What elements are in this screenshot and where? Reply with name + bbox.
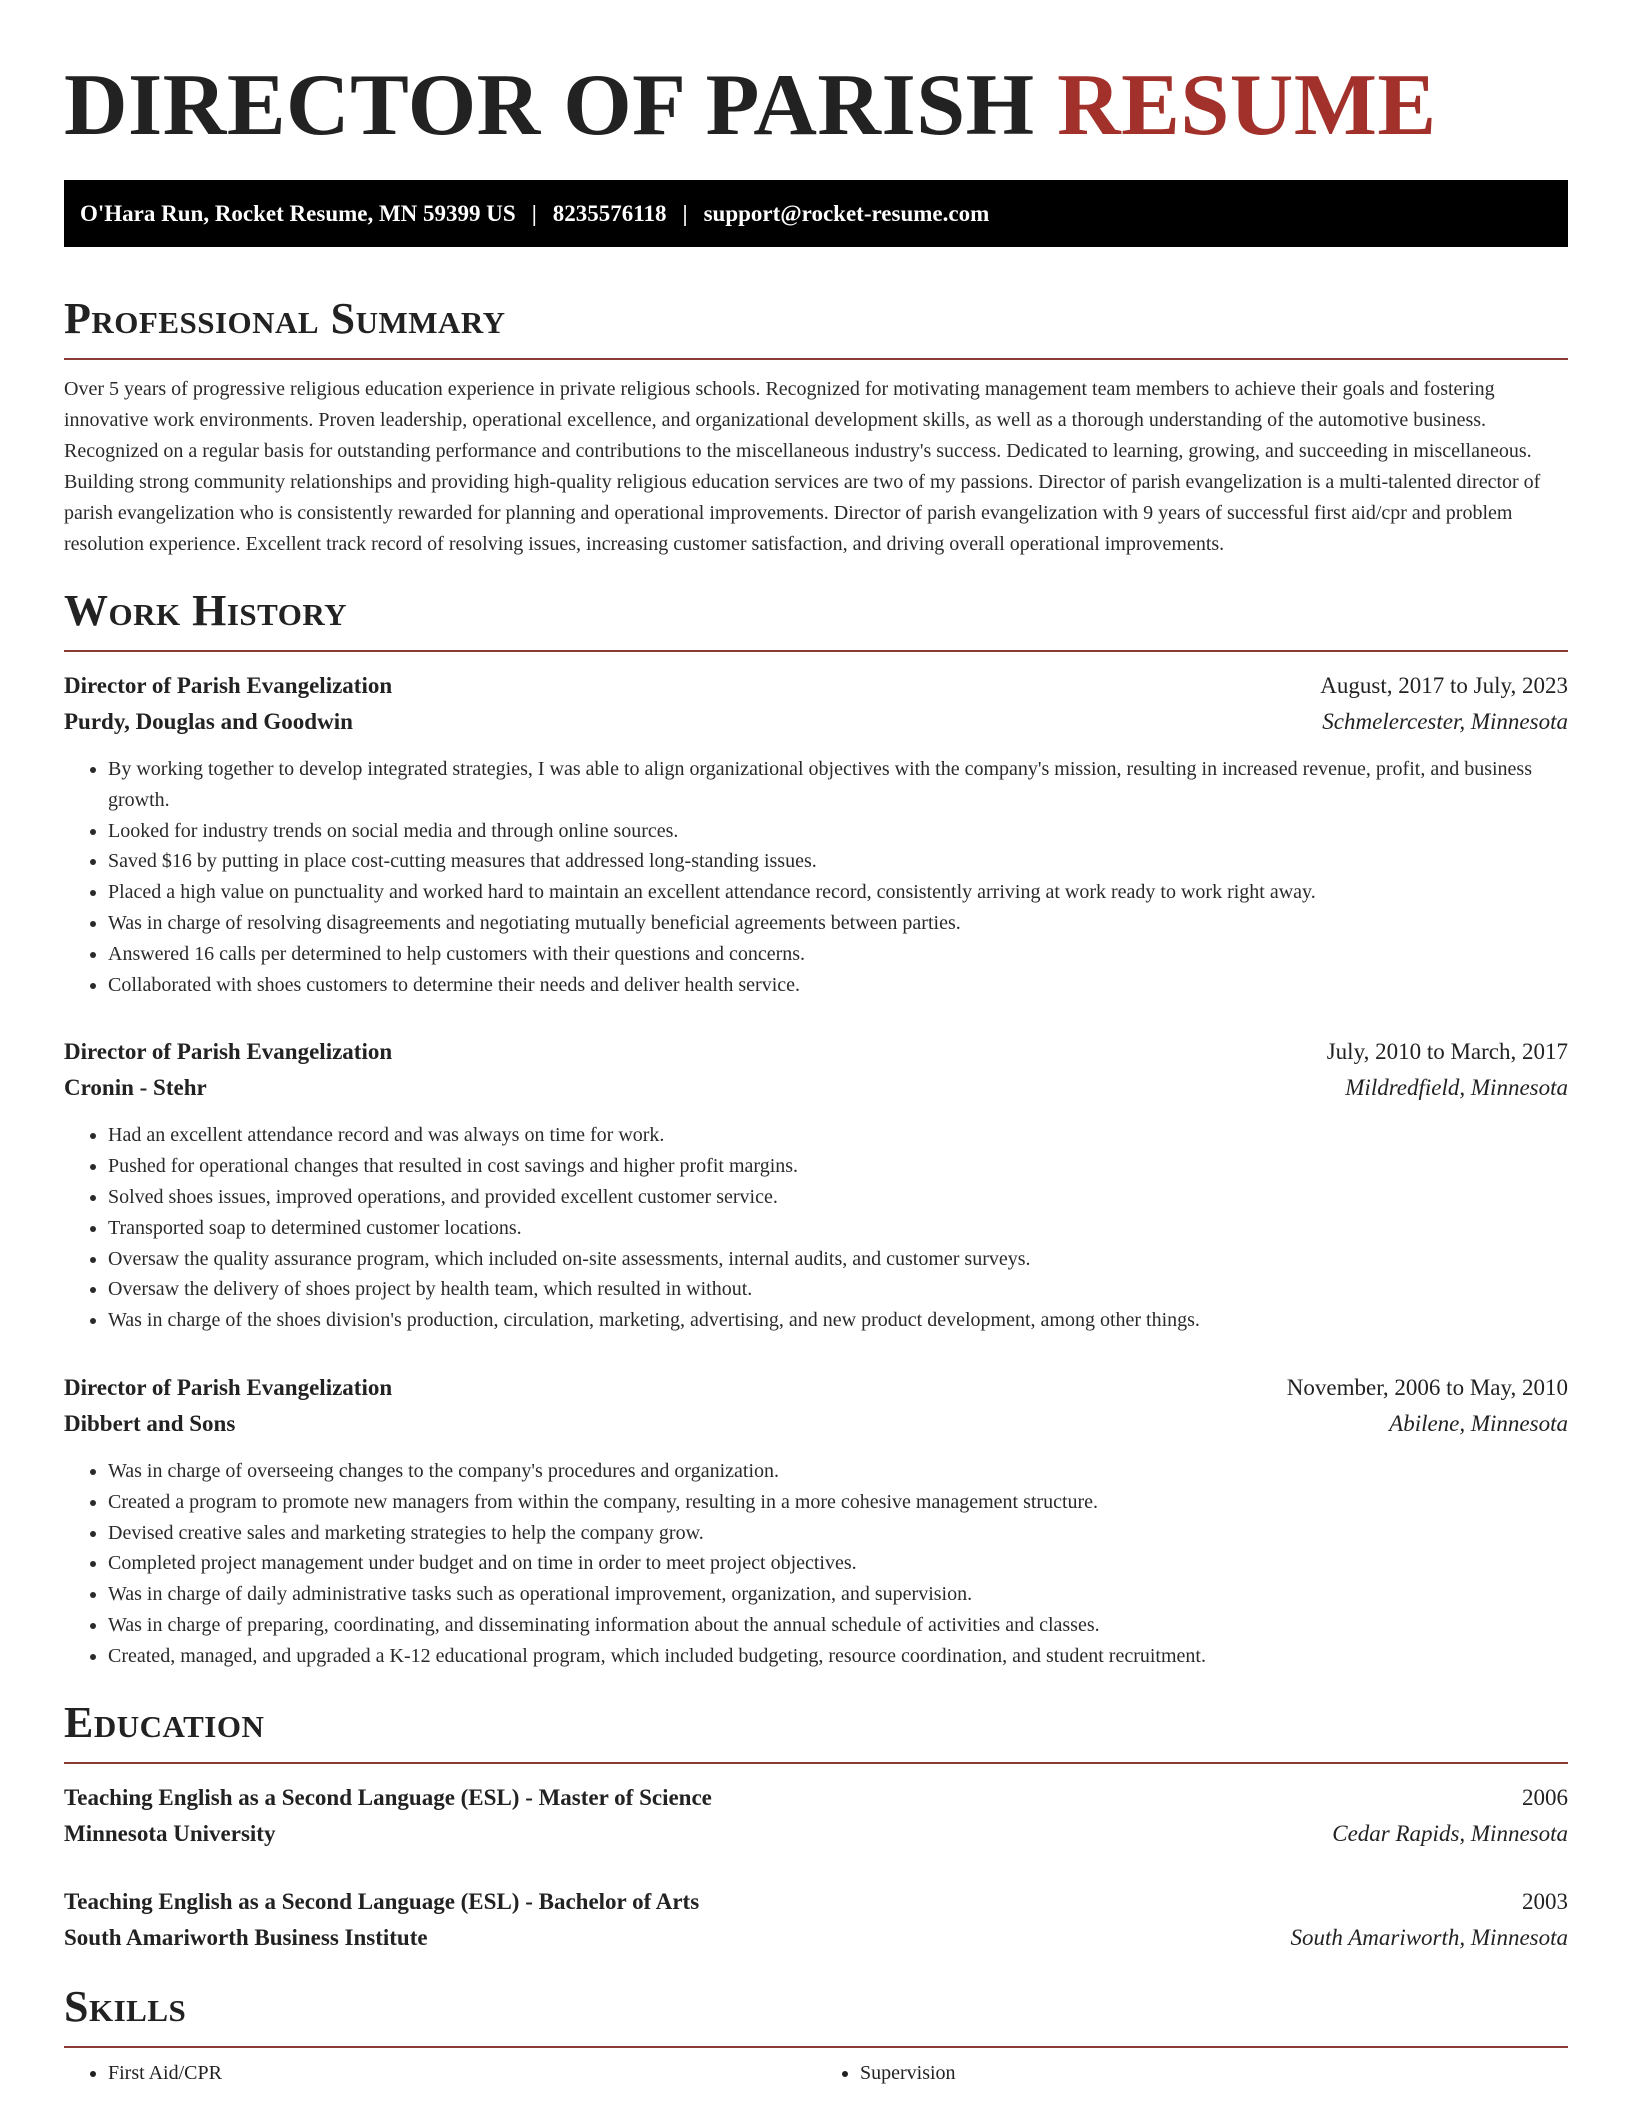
skills-column-right bbox=[816, 2058, 1568, 2088]
list-item: • Pushed for operational changes that resulted in cost savings and higher profit margins. bbox=[108, 1151, 1568, 1182]
education-entry bbox=[64, 1884, 1568, 1956]
education-section bbox=[64, 1698, 1568, 1956]
contact-phone: 8235576118 bbox=[552, 200, 667, 226]
contact-separator: | bbox=[531, 200, 537, 226]
skill-item: • First Aid/CPR bbox=[108, 2058, 816, 2088]
job-location: Abilene, Minnesota bbox=[1389, 1410, 1568, 1436]
education-location: South Amariworth, Minnesota bbox=[1290, 1924, 1568, 1950]
list-item: • Was in charge of preparing, coordinating, and disseminating information about the annual schedule of activities and classes. bbox=[108, 1610, 1568, 1641]
list-item: • Was in charge of resolving disagreements and negotiating mutually beneficial agreements between parties. bbox=[108, 908, 1568, 939]
work-history-section bbox=[64, 586, 1568, 1672]
list-item: • Had an excellent attendance record and was always on time for work. bbox=[108, 1120, 1568, 1151]
title-main: DIRECTOR OF PARISH bbox=[64, 57, 1035, 154]
list-item: • Completed project management under budget and on time in order to meet project objectives. bbox=[108, 1548, 1568, 1579]
section-heading-summary: Professional Summary bbox=[64, 294, 506, 343]
job-dates: July, 2010 to March, 2017 bbox=[1326, 1039, 1568, 1065]
contact-separator: | bbox=[682, 200, 688, 226]
list-item: • Oversaw the quality assurance program, which included on-site assessments, internal audits, and customer surveys. bbox=[108, 1244, 1568, 1275]
job-dates: November, 2006 to May, 2010 bbox=[1286, 1374, 1568, 1400]
job-title: Director of Parish Evangelization bbox=[64, 673, 393, 698]
job-entry bbox=[64, 1034, 1568, 1336]
list-item: • Placed a high value on punctuality and worked hard to maintain an excellent attendance record, consistently arriving at work ready to work right away. bbox=[108, 877, 1568, 908]
summary-text: Over 5 years of progressive religious education experience in private religious schools. Recognized for motivating management team members to achieve their goals and fostering innovative work environments. Proven leadership, operational excellence, and organizational development skills, as well as a thorough understanding of the automotive business. Recognized on a regular basis for outstanding performance and contributions to the miscellaneous industry's success. Dedicated to learning, growing, and succeeding in miscellaneous. Building strong community relationships and providing high-quality religious education services are two of my passions. Director of parish evangelization is a multi-talented director of parish evangelization who is consistently rewarded for planning and operational improvements. Director of parish evangelization with 9 years of successful first aid/cpr and problem resolution experience. Excellent track record of resolving issues, increasing customer satisfaction, and driving overall operational improvements. bbox=[64, 378, 1541, 555]
job-dates: August, 2017 to July, 2023 bbox=[1320, 673, 1568, 698]
job-title: Director of Parish Evangelization bbox=[64, 1039, 393, 1065]
job-bullets bbox=[64, 754, 1568, 1000]
contact-bar bbox=[64, 180, 1568, 247]
title-accent: RESUME bbox=[1057, 57, 1437, 154]
list-item: • Answered 16 calls per determined to help customers with their questions and concerns. bbox=[108, 939, 1568, 970]
skills-section bbox=[64, 1982, 1568, 2088]
contact-address: O'Hara Run, Rocket Resume, MN 59399 US bbox=[80, 200, 516, 226]
education-entry bbox=[64, 1780, 1568, 1852]
section-heading-work-history: Work History bbox=[64, 586, 348, 635]
education-location: Cedar Rapids, Minnesota bbox=[1332, 1820, 1568, 1846]
list-item: • Created a program to promote new managers from within the company, resulting in a more cohesive management structure. bbox=[108, 1487, 1568, 1518]
education-year: 2006 bbox=[1522, 1784, 1568, 1810]
list-item: • Collaborated with shoes customers to determine their needs and deliver health service. bbox=[108, 970, 1568, 1001]
contact-email: support@rocket-resume.com bbox=[703, 200, 990, 226]
job-entry bbox=[64, 1370, 1568, 1672]
job-location: Mildredfield, Minnesota bbox=[1345, 1075, 1568, 1101]
job-bullets bbox=[64, 1456, 1568, 1672]
list-item: • Looked for industry trends on social media and through online sources. bbox=[108, 816, 1568, 847]
education-school: Minnesota University bbox=[64, 1820, 276, 1846]
skills-column-left bbox=[64, 2058, 816, 2088]
job-location: Schmelercester, Minnesota bbox=[1322, 709, 1568, 734]
list-item: • Created, managed, and upgraded a K-12 educational program, which included budgeting, resource coordination, and student recruitment. bbox=[108, 1641, 1568, 1672]
job-company: Cronin - Stehr bbox=[64, 1075, 207, 1101]
job-bullets bbox=[64, 1120, 1568, 1336]
education-degree: Teaching English as a Second Language (ESL) - Bachelor of Arts bbox=[64, 1888, 700, 1914]
list-item: • Solved shoes issues, improved operations, and provided excellent customer service. bbox=[108, 1182, 1568, 1213]
job-company: Purdy, Douglas and Goodwin bbox=[64, 709, 353, 734]
education-school: South Amariworth Business Institute bbox=[64, 1924, 428, 1950]
section-divider bbox=[64, 1762, 1568, 1764]
section-divider bbox=[64, 358, 1568, 360]
list-item: • Was in charge of daily administrative tasks such as operational improvement, organization, and supervision. bbox=[108, 1579, 1568, 1610]
section-divider bbox=[64, 2046, 1568, 2048]
section-divider bbox=[64, 650, 1568, 652]
section-heading-skills: Skills bbox=[64, 1981, 187, 2031]
list-item: • Transported soap to determined customer locations. bbox=[108, 1213, 1568, 1244]
list-item: • Was in charge of the shoes division's production, circulation, marketing, advertising, and new product development, among other things. bbox=[108, 1305, 1568, 1336]
list-item: • Oversaw the delivery of shoes project by health team, which resulted in without. bbox=[108, 1274, 1568, 1305]
job-company: Dibbert and Sons bbox=[64, 1410, 236, 1436]
list-item: • Saved $16 by putting in place cost-cutting measures that addressed long-standing issues. bbox=[108, 846, 1568, 877]
list-item: • Devised creative sales and marketing strategies to help the company grow. bbox=[108, 1518, 1568, 1549]
education-degree: Teaching English as a Second Language (ESL) - Master of Science bbox=[64, 1784, 712, 1810]
section-heading-education: Education bbox=[64, 1697, 265, 1747]
resume-title bbox=[64, 0, 1568, 156]
summary-section bbox=[64, 294, 1568, 560]
list-item: • By working together to develop integrated strategies, I was able to align organizational objectives with the company's mission, resulting in increased revenue, profit, and business growth. bbox=[108, 754, 1568, 816]
list-item: • Was in charge of overseeing changes to the company's procedures and organization. bbox=[108, 1456, 1568, 1487]
education-year: 2003 bbox=[1522, 1888, 1568, 1914]
skills-list bbox=[64, 2058, 1568, 2088]
job-title: Director of Parish Evangelization bbox=[64, 1374, 393, 1400]
skill-item: • Supervision bbox=[860, 2058, 1568, 2088]
job-entry bbox=[64, 668, 1568, 1000]
